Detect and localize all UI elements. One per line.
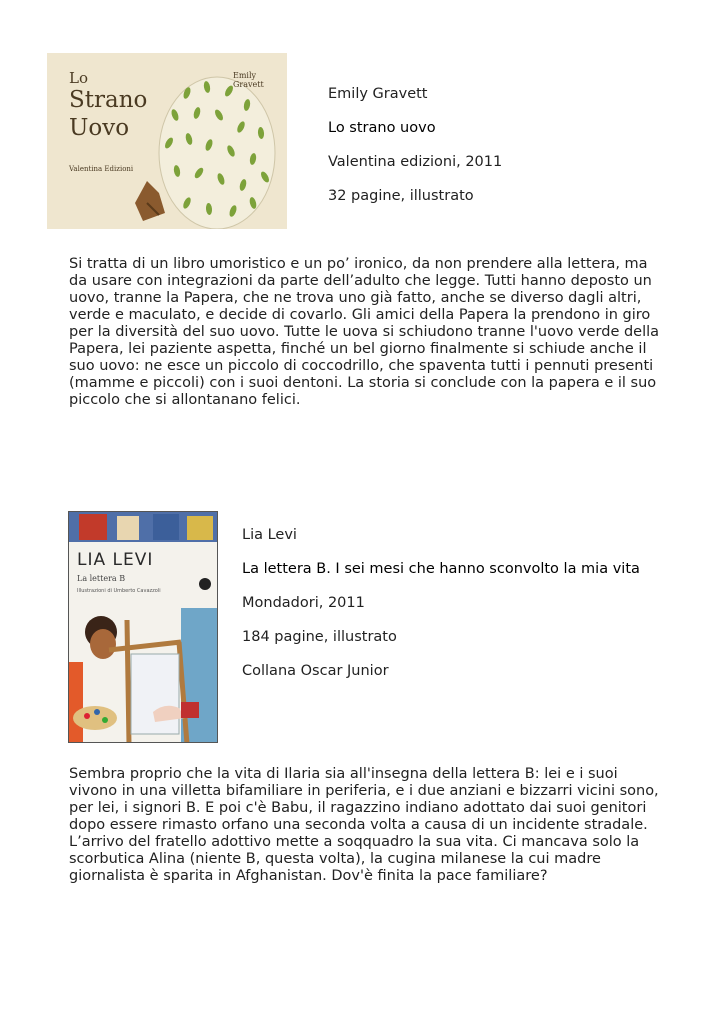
book1-title: Lo strano uovo [328,120,436,136]
book2-description: Sembra proprio che la vita di Ilaria sia all'insegna della lettera B: lei e i suoi vivono in una villetta bifamiliare in periferia, e i due anziani e bizzarri vicini sono, per lei, i signori B. E poi c'è Babu, il ragazzino indiano adottato dai suoi genitori dopo essere rimasto orfano una seconda volta a causa di un incidente stradale. L’arrivo del fratello adottivo mette a soqquadro la sua vita. Ci mancava solo la scorbutica Alina (niente B, questa volta), la cugina milanese la cui madre giornalista è sparita in Afghanistan. Dov'è finita la pace familiare? [69,766,659,884]
book1-publisher: Valentina edizioni, 2011 [328,154,503,170]
book1-description: Si tratta di un libro umoristico e un po’ ironico, da non prendere alla lettera, ma da usare con integrazioni da parte dell’adulto che legge. Tutti hanno deposto un uovo, tranne la Papera, che ne trova uno già fatto, anche se diverso dagli altri, verde e maculato, e decide di covarlo. Gli amici della Papera la prendono in giro per la diversità del suo uovo. Tutte le uova si schiudono tranne l'uovo verde della Papera, lei paziente aspetta, finché un bel giorno finalmente si schiude anche il suo uovo: ne esce un piccolo di coccodrillo, che spaventa tutti i pennuti presenti (mamme e piccoli) con i suoi dentoni. La storia si conclude con la papera e il suo piccolo che si allontanano felici. [69,256,660,408]
cover-small-word: Lo [69,69,88,87]
book2-pages: 184 pagine, illustrato [242,629,397,645]
cover-illustration [69,512,218,743]
book-cover-lo-strano-uovo [47,53,287,229]
cover-author: LIA LEVI [77,550,154,570]
book-cover-la-lettera-b [68,511,218,743]
cover-title-line1: Strano [69,87,148,113]
cover-subtitle: Illustrazioni di Umberto Cavazzoli [77,588,161,594]
book1-pages: 32 pagine, illustrato [328,188,474,204]
cover-author: Emily Gravett [233,71,264,89]
cover-title-line2: Uovo [69,115,130,141]
cover-title: La lettera B [77,574,126,583]
book2-author: Lia Levi [242,527,297,543]
book2-title: La lettera B. I sei mesi che hanno sconvolto la mia vita [242,561,640,577]
cover-publisher: Valentina Edizioni [69,165,134,173]
book2-series: Collana Oscar Junior [242,663,389,679]
book1-author: Emily Gravett [328,86,428,102]
book2-publisher: Mondadori, 2011 [242,595,365,611]
